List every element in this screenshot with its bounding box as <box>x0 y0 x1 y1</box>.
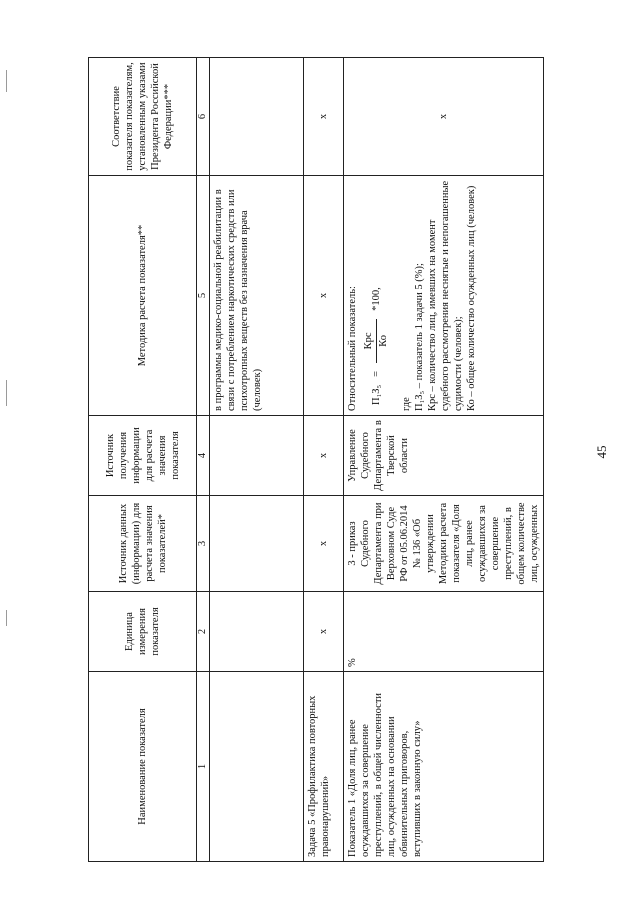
formula-multiplier: *100, <box>371 287 382 311</box>
where-label: где <box>401 397 412 411</box>
header-indicator-name: Наименование показателя <box>89 672 197 862</box>
methodology-intro: Относительный показатель: <box>347 286 358 411</box>
formula-numerator: Крс <box>363 332 374 350</box>
column-number: 1 <box>197 672 210 862</box>
ratio-formula <box>363 180 390 405</box>
header-compliance: Соответствие показателя показателям, установленным указами Президента Российской Федерации*** <box>89 58 197 176</box>
header-row <box>89 58 197 862</box>
indicator-1-info-source: Управление Судебного Департамента в Тверской области <box>344 416 544 496</box>
task-5-data-source: x <box>304 496 344 592</box>
column-number: 4 <box>197 416 210 496</box>
formula-denominator: Ко <box>378 335 389 347</box>
task-5-methodology: x <box>304 176 344 416</box>
formula-fraction <box>363 319 390 363</box>
formula-lhs: П₁З₅ <box>371 384 382 405</box>
header-info-source: Источник получения информации для расчета значения показателя <box>89 416 197 496</box>
task-5-compliance: x <box>304 58 344 176</box>
scan-edge-mark-top <box>6 70 7 92</box>
column-number: 5 <box>197 176 210 416</box>
column-number: 2 <box>197 592 210 672</box>
definition-ko: Ко – общее количество осужденных лиц (человек) <box>466 185 477 411</box>
table-row-continued <box>210 58 304 862</box>
header-methodology: Методика расчета показателя** <box>89 176 197 416</box>
rotated-table-frame <box>88 58 556 862</box>
definition-indicator: П₁З₅ – показатель 1 задачи 5 (%); <box>414 263 425 411</box>
task-5-name: Задача 5 «Профилактика повторных правонарушений» <box>304 672 344 862</box>
indicator-1-methodology <box>344 176 544 416</box>
header-data-source: Источник данных (информации) для расчета значения показателей* <box>89 496 197 592</box>
definition-krs: Крс – количество лиц, имевших на момент судебного рассмотрения неснятые и непогашенные судимости (человек); <box>427 180 464 411</box>
indicator-1-name: Показатель 1 «Доля лиц, ранее осуждавшихся за совершение преступлений, в общей численности лиц, осужденных на основании обвинительных приговоров, вступивших в законную силу» <box>344 672 544 862</box>
table-row-task-5 <box>304 58 344 862</box>
task-5-info-source: x <box>304 416 344 496</box>
column-number-row <box>197 58 210 862</box>
column-number: 6 <box>197 58 210 176</box>
indicator-1-compliance: x <box>344 58 544 176</box>
task-5-unit: x <box>304 592 344 672</box>
header-unit: Единица измерения показателя <box>89 592 197 672</box>
indicator-1-data-source: 3 - приказ Судебного Департамента при Верховном Суде РФ от 05.06.2014 № 136 «Об утверждении Методики расчета показателя «Доля лиц, ранее осуждавшихся за совершение преступлений, в общем количестве лиц, осужденных <box>344 496 544 592</box>
page-number: 45 <box>594 445 609 459</box>
indicator-1-unit: % <box>344 592 544 672</box>
scan-edge-mark-middle <box>6 380 7 406</box>
formula-equals: = <box>371 370 382 377</box>
scan-edge-mark-bottom <box>6 610 7 626</box>
table-row-indicator-1 <box>344 58 544 862</box>
column-number: 3 <box>197 496 210 592</box>
fraction-bar <box>376 319 377 363</box>
continued-methodology: в программы медико-социальной реабилитации в связи с потреблением наркотических средств или психотропных веществ без назначения врача (человек) <box>210 176 304 416</box>
indicators-table <box>88 57 544 862</box>
